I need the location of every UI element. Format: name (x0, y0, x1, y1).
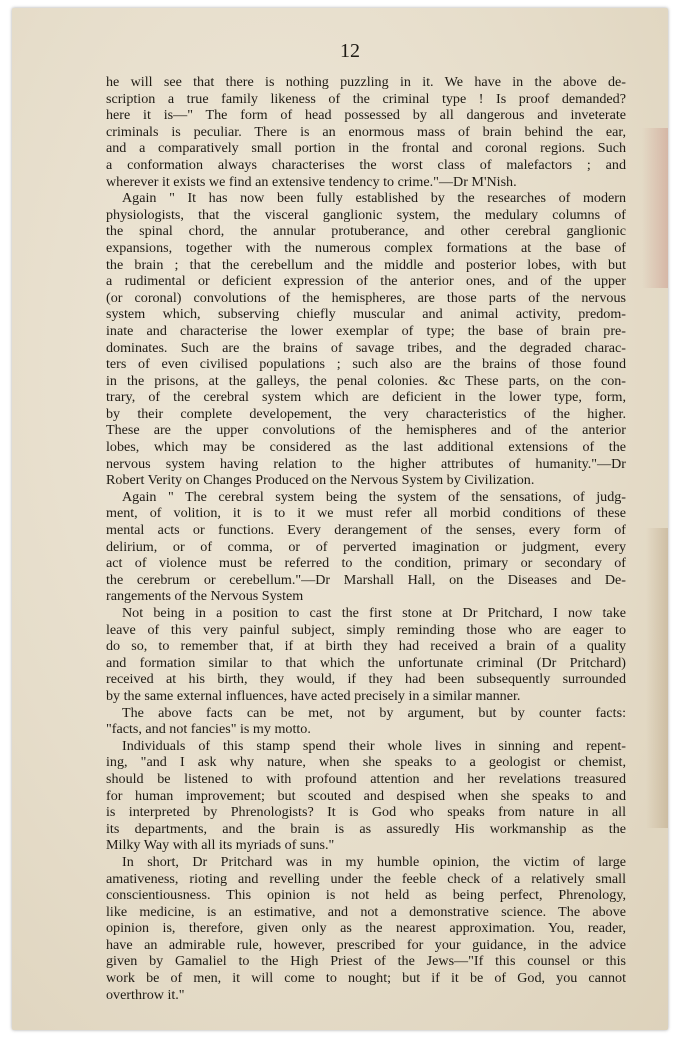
text-line: conscientiousness. This opinion is not held as being perfect, Phrenology, (106, 887, 626, 904)
text-line: These are the upper convolutions of the hemispheres and of the anterior (106, 422, 626, 439)
text-line: Milky Way with all its myriads of suns." (106, 837, 335, 854)
text-line: mental acts or functions. Every derangement of the senses, every form of (106, 522, 626, 539)
text-line: he will see that there is nothing puzzling in it. We have in the above de- (106, 74, 626, 90)
text-line: Individuals of this stamp spend their whole lives in sinning and repent- (122, 737, 626, 754)
text-line: in the prisons, at the galleys, the penal colonies. &c These parts, on the con- (106, 372, 626, 389)
paragraph (106, 605, 626, 705)
text-line: amativeness, rioting and revelling under the feeble check of a relatively small (106, 870, 626, 887)
text-line: the spinal chord, the annular protuberance, and other cerebral ganglionic (106, 223, 626, 240)
text-line: do so, to remember that, if at birth they had received a brain of a quality (106, 638, 626, 655)
text-line: In short, Dr Pritchard was in my humble opinion, the victim of large (122, 853, 626, 870)
text-line: (or coronal) convolutions of the hemispheres, are those parts of the nervous (106, 289, 626, 306)
text-line: scription a true family likeness of the criminal type ! Is proof demanded? (106, 90, 626, 107)
text-line: delirium, or of comma, or of perverted imagination or judgment, every (106, 538, 626, 555)
text-line: and a comparatively small portion in the frontal and coronal regions. Such (106, 140, 626, 157)
text-line: by their complete developement, the very characteristics of the higher. (106, 405, 626, 422)
text-line: a rudimental or deficient expression of the anterior ones, and of the upper (106, 273, 626, 290)
paragraph (106, 190, 626, 489)
text-line: rangements of the Nervous System (106, 588, 304, 605)
text-line: given by Gamaliel to the High Priest of the Jews—"If this counsel or this (106, 953, 626, 970)
text-line: Not being in a position to cast the first stone at Dr Pritchard, I now take (122, 605, 626, 621)
paragraph (106, 489, 626, 605)
text-line: ment, of volition, it is to it we must refer all morbid conditions of these (106, 505, 626, 522)
paragraph (106, 705, 626, 738)
text-line: the brain ; that the cerebellum and the middle and posterior lobes, with but (106, 256, 626, 273)
text-line: and formation similar to that which the unfortunate criminal (Dr Pritchard) (106, 654, 626, 671)
text-line: criminals is peculiar. There is an enormous mass of brain behind the ear, (106, 123, 626, 140)
page-stain (646, 528, 668, 828)
text-line: for human improvement; but scouted and despised when she speaks to and (106, 787, 626, 804)
text-line: leave of this very painful subject, simply reminding those who are eager to (106, 621, 626, 638)
paragraph (106, 854, 626, 1003)
text-line: have an admirable rule, however, prescribed for your guidance, in the advice (106, 936, 626, 953)
text-line: ing, "and I ask why nature, when she speaks to a geologist or chemist, (106, 754, 626, 771)
text-line: nervous system having relation to the higher attributes of humanity."—Dr (106, 455, 626, 472)
text-line: trary, of the cerebral system which are deficient in the lower type, form, (106, 389, 626, 406)
page-stain (642, 128, 668, 288)
text-line: The above facts can be met, not by argument, but by counter facts: (122, 704, 626, 721)
text-line: here it is—" The form of head possessed by all dangerous and inveterate (106, 107, 626, 124)
paragraph (106, 74, 626, 190)
text-line: Again " The cerebral system being the system of the sensations, of judg- (122, 488, 626, 505)
text-line: inate and characterise the lower exemplar of type; the base of brain pre- (106, 322, 626, 339)
text-line: ters of even civilised populations ; such also are the brains of those found (106, 356, 626, 373)
text-line: dominates. Such are the brains of savage tribes, and the degraded charac- (106, 339, 626, 356)
text-line: physiologists, that the visceral ganglionic system, the medulary columns of (106, 206, 626, 223)
text-line: a conformation always characterises the worst class of malefactors ; and (106, 156, 626, 173)
text-line: the cerebrum or cerebellum."—Dr Marshall Hall, on the Diseases and De- (106, 571, 626, 588)
paragraph (106, 738, 626, 854)
text-line: its departments, and the brain is as assuredly His workmanship as the (106, 820, 626, 837)
text-line: system which, subserving chiefly muscular and animal activity, predom- (106, 306, 626, 323)
text-line: received at his birth, they would, if they had been subsequently surrounded (106, 671, 626, 688)
text-line: wherever it exists we find an extensive tendency to crime."—Dr M'Nish. (106, 173, 517, 190)
text-line: act of violence must be referred to the condition, primary or secondary of (106, 555, 626, 572)
page-number: 12 (340, 40, 360, 62)
body-text (106, 74, 626, 1003)
text-line: Robert Verity on Changes Produced on the Nervous System by Civilization. (106, 472, 535, 489)
text-line: expansions, together with the numerous complex formations at the base of (106, 239, 626, 256)
text-line: Again " It has now been fully established by the researches of modern (122, 190, 626, 207)
text-line: opinion is, therefore, given only as the nearest approximation. You, reader, (106, 920, 626, 937)
text-line: lobes, which may be considered as the last additional extensions of the (106, 439, 626, 456)
text-line: is interpreted by Phrenologists? It is God who speaks from nature in all (106, 804, 626, 821)
text-line: like medicine, is an estimative, and not a demonstrative science. The above (106, 903, 626, 920)
text-line: by the same external influences, have acted precisely in a similar manner. (106, 687, 521, 704)
text-line: "facts, and not fancies" is my motto. (106, 721, 311, 738)
text-line: work be of men, it will come to nought; but if it be of God, you cannot (106, 970, 626, 987)
text-line: should be listened to with profound attention and her revelations treasured (106, 770, 626, 787)
text-line: overthrow it." (106, 986, 185, 1003)
